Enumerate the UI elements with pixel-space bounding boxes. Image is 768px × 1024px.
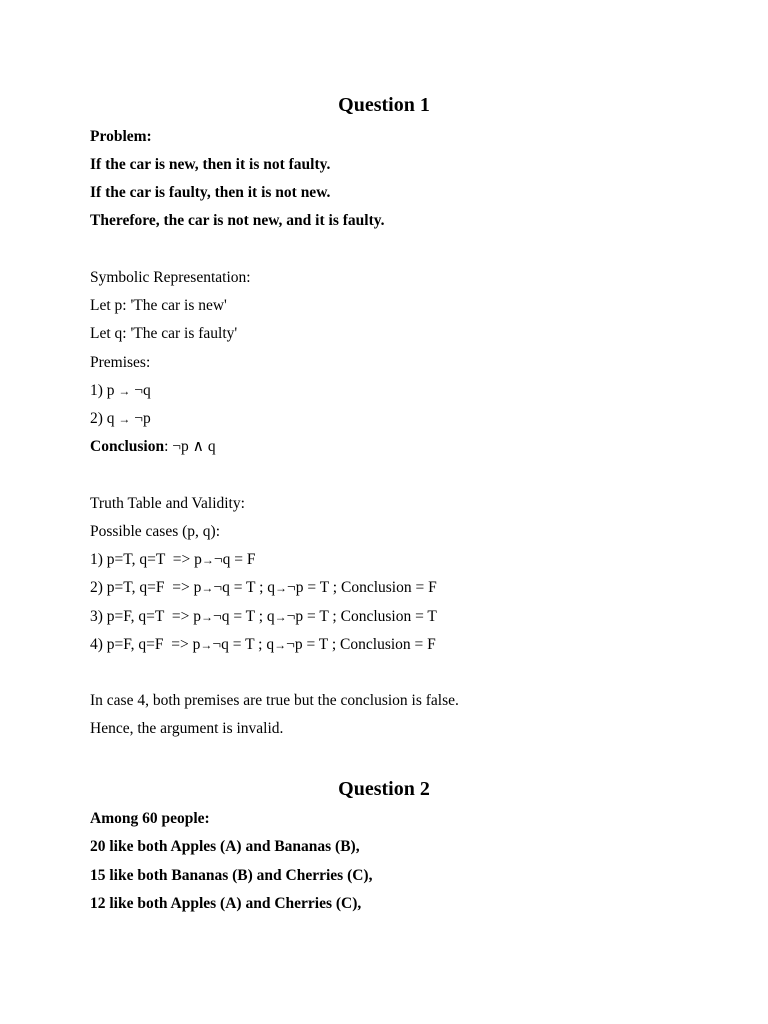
analysis-text: In case 4, both premises are true but the conclusion is false. (90, 692, 459, 709)
premises-label: Premises: (90, 354, 151, 371)
case-3-part-c: ¬p = T ; Conclusion = T (286, 608, 437, 625)
implies-arrow: → (274, 610, 287, 624)
case-3-part-b: ¬q = T ; q (212, 608, 275, 625)
conclusion (90, 437, 216, 457)
q2-line-3: 15 like both Bananas (B) and Cherries (C), (90, 867, 373, 884)
case-1 (90, 550, 256, 570)
symbolic-heading: Symbolic Representation: (90, 269, 251, 286)
premise-1-lhs: 1) p (90, 382, 119, 399)
implies-arrow: → (200, 638, 213, 652)
implies-arrow: → (118, 412, 131, 426)
case-2-part-b: ¬q = T ; q (213, 579, 276, 596)
q2-line-1: Among 60 people: (90, 810, 210, 827)
let-q-definition: Let q: 'The car is faulty' (90, 325, 238, 342)
conclusion-label: Conclusion (90, 438, 165, 455)
case-4-part-a: 4) p=F, q=F => p (90, 636, 201, 653)
problem-label: Problem: (90, 128, 152, 145)
premise-1-rhs: ¬q (130, 382, 151, 399)
premise-2-rhs: ¬p (130, 410, 151, 427)
case-1-part-b: ¬q = F (213, 551, 256, 568)
case-2-part-c: ¬p = T ; Conclusion = F (287, 579, 437, 596)
case-3 (90, 607, 437, 627)
premise-2 (90, 409, 151, 429)
problem-line-1: If the car is new, then it is not faulty. (90, 156, 331, 173)
premise-2-lhs: 2) q (90, 410, 119, 427)
verdict-text: Hence, the argument is invalid. (90, 720, 284, 737)
implies-arrow: → (200, 610, 213, 624)
case-4-part-c: ¬p = T ; Conclusion = F (286, 636, 436, 653)
case-2 (90, 578, 437, 598)
problem-line-3: Therefore, the car is not new, and it is faulty. (90, 212, 385, 229)
truth-table-heading: Truth Table and Validity: (90, 495, 245, 512)
implies-arrow: → (274, 638, 287, 652)
question-2-title: Question 2 (338, 778, 430, 800)
question-1-title: Question 1 (338, 94, 430, 116)
q2-line-2: 20 like both Apples (A) and Bananas (B), (90, 838, 360, 855)
implies-arrow: → (275, 581, 288, 595)
case-4-part-b: ¬q = T ; q (212, 636, 275, 653)
case-2-part-a: 2) p=T, q=F => p (90, 579, 202, 596)
q2-line-4: 12 like both Apples (A) and Cherries (C), (90, 895, 362, 912)
let-p-definition: Let p: 'The car is new' (90, 297, 227, 314)
conclusion-value: : ¬p ∧ q (164, 438, 216, 455)
premise-1 (90, 381, 151, 401)
case-3-part-a: 3) p=F, q=T => p (90, 608, 201, 625)
possible-cases-label: Possible cases (p, q): (90, 523, 221, 540)
implies-arrow: → (201, 581, 214, 595)
case-1-part-a: 1) p=T, q=T => p (90, 551, 202, 568)
implies-arrow: → (118, 384, 131, 398)
implies-arrow: → (201, 553, 214, 567)
problem-line-2: If the car is faulty, then it is not new. (90, 184, 331, 201)
case-4 (90, 635, 436, 655)
